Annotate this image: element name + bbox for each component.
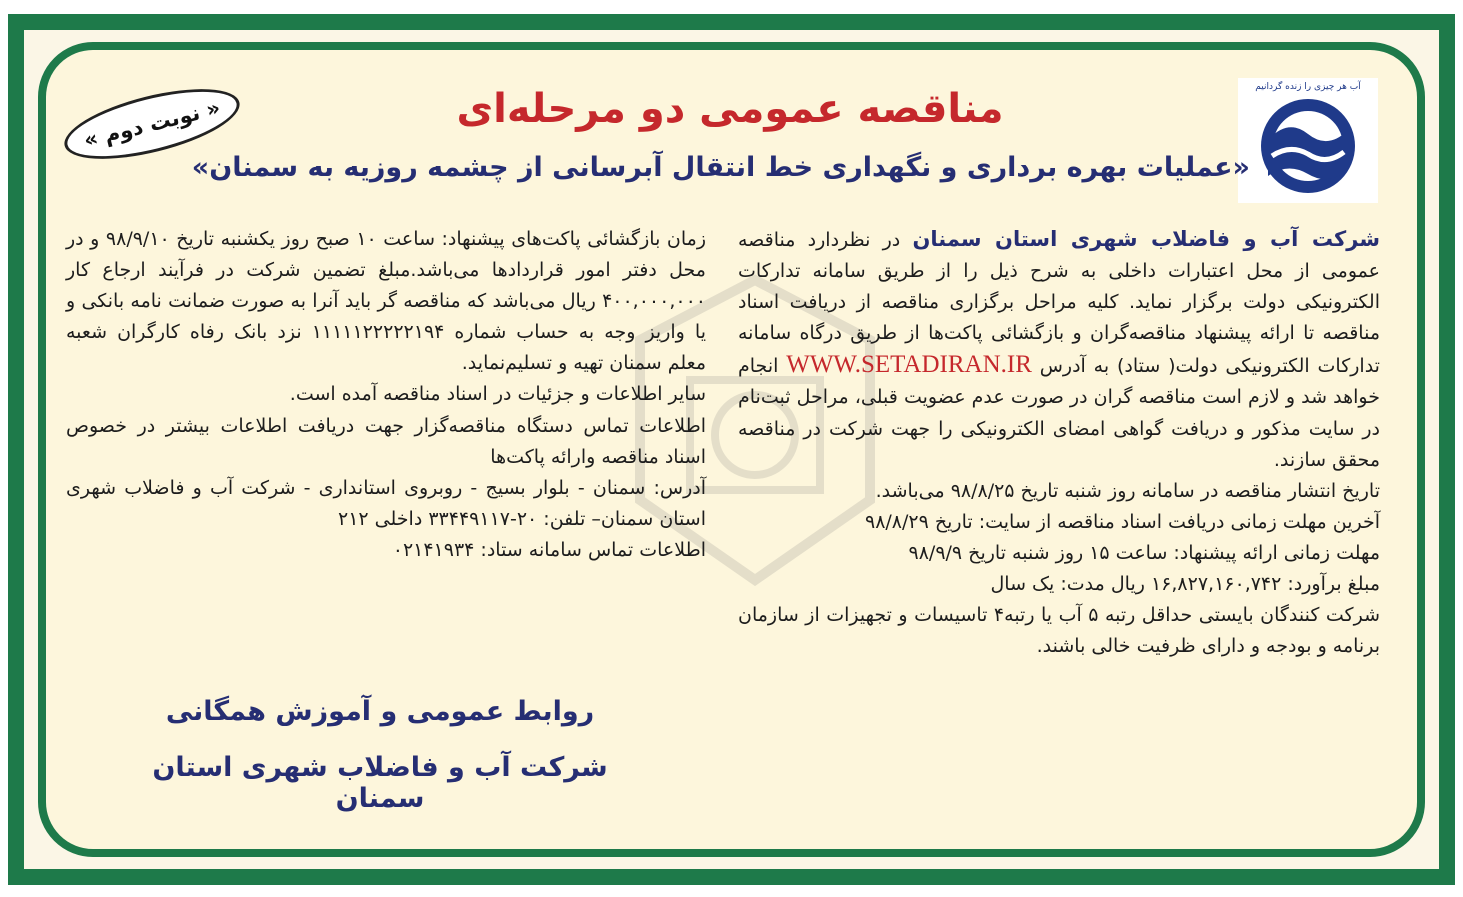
contact-info: اطلاعات تماس دستگاه مناقصه‌گزار جهت دریافت اطلاعات بیشتر در خصوص اسناد مناقصه وارائه پاکت‌ها: [66, 414, 706, 468]
logo-caption: آب هر چیزی را زنده گردانیم: [1255, 82, 1361, 92]
estimate-amount: مبلغ برآورد: ۱۶,۸۲۷,۱۶۰,۷۴۲ ریال مدت: یک سال: [990, 573, 1380, 596]
page-title: مناقصه عمومی دو مرحله‌ای: [456, 86, 1004, 132]
footer-line-1: روابط عمومی و آموزش همگانی: [165, 696, 595, 727]
intro-text: در نظردارد مناقصه عمومی از محل اعتبارات داخلی به شرح ذیل را از طریق سامانه تدارکات الکترونیکی دولت برگزار نماید. کلیه مراحل برگزاری مناقصه از دریافت اسناد مناقصه تا ارائه پیشنهاد مناقصه‌گران و بازگشائی پاکت‌ها از طریق درگاه سامانه تدارکات الکترونیکی دولت( ستاد) به آدرس: [738, 229, 1380, 378]
other-info: سایر اطلاعات و جزئیات در اسناد مناقصه آمده است.: [289, 383, 706, 406]
eligibility-text: شرکت کنندگان بایستی حداقل رتبه ۵ آب یا رتبه۴ تاسیسات و تجهیزات از سازمان برنامه و بودجه و دارای ظرفیت خالی باشند.: [738, 604, 1380, 658]
company-name: شرکت آب و فاضلاب شهری استان سمنان: [912, 227, 1380, 251]
second-round-badge: « نوبت دوم »: [58, 75, 246, 173]
water-company-logo-icon: [1238, 78, 1378, 203]
bid-deadline: مهلت زمانی ارائه پیشنهاد: ساعت ۱۵ روز شنبه تاریخ ۹۸/۹/۹: [908, 541, 1380, 564]
left-column: [66, 224, 706, 566]
intro-text-continued: انجام خواهد شد و لازم است مناقصه گران در صورت عدم عضویت قبلی، مراحل ثبت‌نام در سایت مذکور و دریافت گواهی امضای الکترونیکی را جهت شرکت در مناقصه محقق سازند.: [738, 355, 1380, 471]
opening-paragraph: زمان بازگشائی پاکت‌های پیشنهاد: ساعت ۱۰ صبح روز یکشنبه تاریخ ۹۸/۹/۱۰ و در محل دفتر امور قراردادها می‌باشد.مبلغ تضمین شرکت در فرآیند ارجاع کار ۴۰۰,۰۰۰,۰۰۰ ریال می‌باشد که مناقصه گر باید آنرا به صورت ضمانت نامه بانکی و یا واریز وجه به حساب شماره ۱۱۱۱۱۲۲۲۲۲۱۹۴ نزد بانک رفاه کارگران شعبه معلم سمنان تهیه و تسلیم‌نماید.: [66, 228, 706, 375]
footer-line-2: شرکت آب و فاضلاب شهری استان سمنان: [152, 752, 608, 814]
publish-date: تاریخ انتشار مناقصه در سامانه روز شنبه تاریخ ۹۸/۸/۲۵ می‌باشد.: [875, 479, 1380, 502]
address-text: آدرس: سمنان - بلوار بسیج - روبروی استانداری - شرکت آب و فاضلاب شهری استان سمنان– تلفن: ۲۰-۳۳۴۴۹۱۱۷ داخلی ۲۱۲: [66, 476, 706, 530]
setad-contact: اطلاعات تماس سامانه ستاد: ۰۲۱۴۱۹۳۴: [392, 538, 706, 561]
logo: [1238, 78, 1378, 203]
right-column: [738, 224, 1380, 662]
document-deadline: آخرین مهلت زمانی دریافت اسناد مناقصه از سایت: تاریخ ۹۸/۸/۲۹: [865, 510, 1380, 533]
intro-paragraph: [738, 224, 1380, 476]
page-subtitle: «عملیات بهره برداری و نگهداری خط انتقال آبرسانی از چشمه روزیه به سمنان»: [191, 152, 1250, 183]
website-link[interactable]: WWW.SETADIRAN.IR: [786, 351, 1032, 379]
